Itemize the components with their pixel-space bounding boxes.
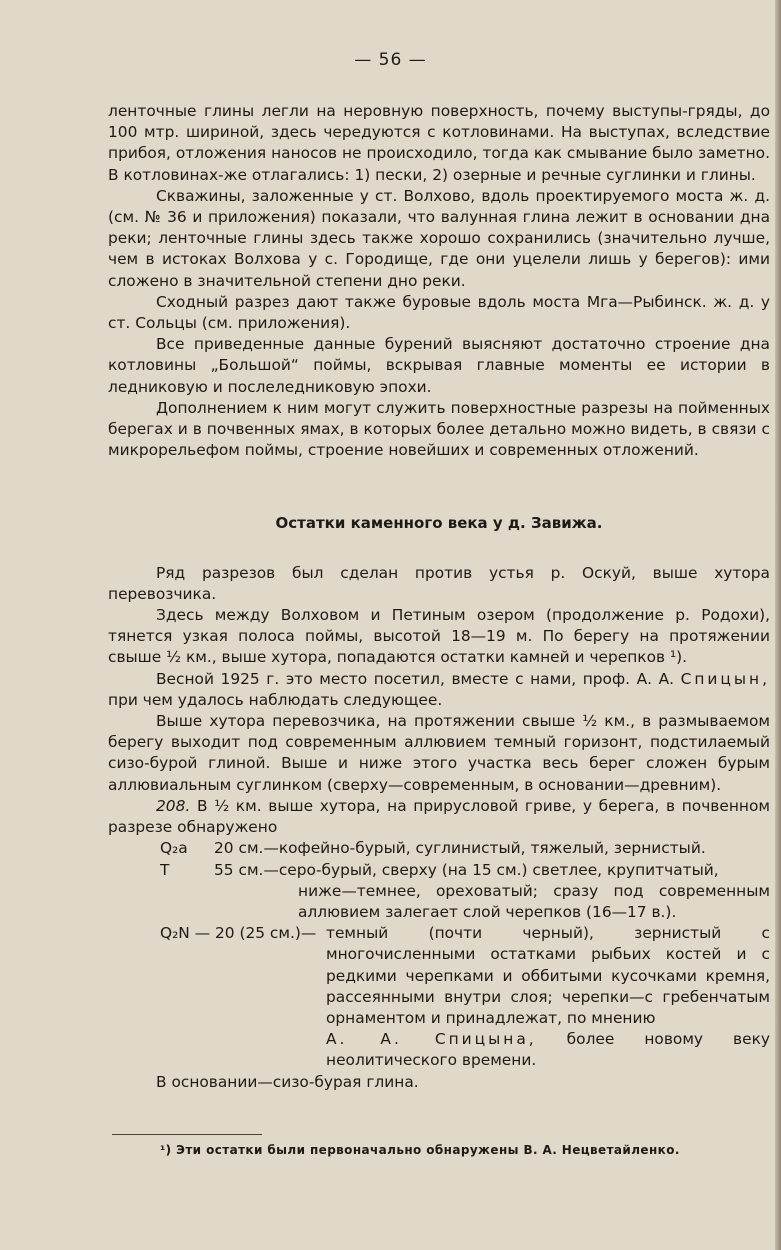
paragraph-10-text: В ½ км. выше хутора, на прирусловой гриве, у берега, в почвенном разрезе обнаружено bbox=[108, 796, 770, 837]
paragraph-3: Сходный разрез дают также буровые вдоль моста Мга—Рыбинск. ж. д. у ст. Сольцы (см. приложения). bbox=[108, 292, 770, 333]
layer-code: Q₂N — 20 (25 см.)— bbox=[160, 924, 317, 943]
paragraph-5: Дополнением к ним могут служить поверхностные разрезы на пойменных берегах и в почвенных ямах, в которых более детально можно видеть, в связи с микрорельефом поймы, строение новейших и современных отложений. bbox=[108, 398, 770, 460]
paragraph-8-start: Весной 1925 г. это место посетил, вместе с нами, проф. А. А. bbox=[156, 669, 674, 688]
section-heading: Остатки каменного века у д. Завижа. bbox=[275, 514, 603, 533]
author-name: А. А. Спицына, bbox=[326, 1030, 537, 1049]
section-number: 208. bbox=[156, 796, 191, 815]
paragraph-8 bbox=[108, 669, 770, 711]
layer-description: темный (почти черный), зернистый с многочисленными остатками рыбьих костей и с редкими черепками и оббитыми кусочками кремня, рассеянными внутри слоя; черепки—с гребенчатым орнаментом и принадлежат, по мнению bbox=[326, 924, 770, 1027]
layer-description-continued: ниже—темнее, ореховатый; сразу под современным аллювием залегает слой черепков (16—17 в.). bbox=[298, 881, 770, 921]
page-edge bbox=[775, 0, 781, 1250]
paragraph-9: Выше хутора перевозчика, на протяжении свыше ½ км., в размываемом берегу выходит под современным аллювием темный горизонт, подстилаемый сизо-бурой глиной. Выше и ниже этого участка весь берег сложен бурым аллювиальным суглинком (сверху—современным, в основании—древним). bbox=[108, 712, 770, 794]
layer-description-end: более новому веку неолитического времени. bbox=[326, 1030, 770, 1070]
layer-description-continued bbox=[108, 1029, 770, 1071]
paragraph-4: Все приведенные данные бурений выясняют достаточно строение дна котловины „Большой“ поймы, вскрывая главные моменты ее истории в ледниковую и послеледниковую эпохи. bbox=[108, 335, 770, 396]
soil-layer-1 bbox=[108, 838, 770, 859]
paragraph-1: ленточные глины легли на неровную поверхность, почему выступы-гряды, до 100 мтр. шириной, здесь чередуются с котловинами. На выступах, вследствие прибоя, отложения наносов не происходило, тогда как смывание было заметно. В котловинах-же отлагались: 1) пески, 2) озерные и речные суглинки и глины. bbox=[108, 102, 770, 184]
layer-description: 20 см.—кофейно-бурый, суглинистый, тяжелый, зернистый. bbox=[214, 839, 706, 858]
footnote: ¹) Эти остатки были первоначально обнаружены В. А. Нецветайленко. bbox=[160, 1143, 680, 1157]
layer-description: 55 см.—серо-бурый, сверху (на 15 см.) светлее, крупитчатый, bbox=[214, 860, 719, 879]
paragraph-10 bbox=[108, 796, 770, 838]
soil-layer-2 bbox=[108, 860, 770, 881]
soil-profile bbox=[108, 838, 770, 1071]
author-name: Спицын, bbox=[680, 669, 770, 688]
layer-code: T bbox=[160, 860, 170, 879]
soil-layer-3 bbox=[108, 923, 770, 1029]
paragraph-2: Скважины, заложенные у ст. Волхово, вдоль проектируемого моста ж. д. (см. № 36 и приложения) показали, что валунная глина лежит в основании дна реки; ленточные глины здесь также хорошо сохранились (значительно лучше, чем в истоках Волхова у с. Городище, где они уцелели лишь у берегов): ими сложено в значительной степени дно реки. bbox=[108, 186, 770, 290]
paragraph-11: В основании—сизо-бурая глина. bbox=[156, 1072, 419, 1091]
paragraph-6: Ряд разрезов был сделан против устья р. Оскуй, выше хутора перевозчика. bbox=[108, 563, 770, 603]
paragraph-8-end: при чем удалось наблюдать следующее. bbox=[108, 690, 443, 709]
layer-code: Q₂a bbox=[160, 839, 188, 858]
body-text bbox=[108, 101, 770, 1093]
page-number: — 56 — bbox=[354, 50, 427, 70]
footnote-divider bbox=[112, 1134, 262, 1135]
paragraph-7: Здесь между Волховом и Петиным озером (продолжение р. Родохи), тянется узкая полоса поймы, высотой 18—19 м. По берегу на протяжении свыше ½ км., выше хутора, попадаются остатки камней и черепков ¹). bbox=[108, 606, 770, 667]
